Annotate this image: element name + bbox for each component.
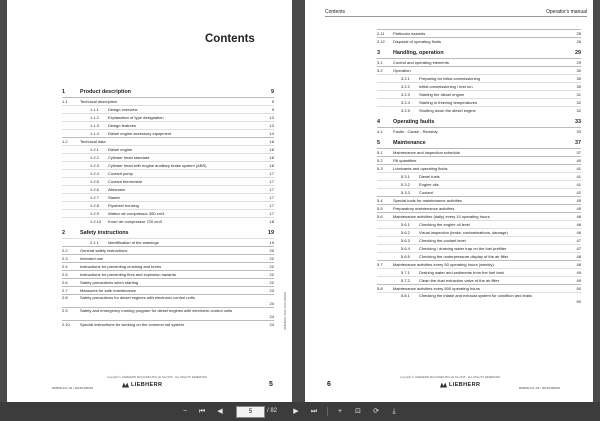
toc-entry-page: 23 [269,288,274,293]
zoom-in-button[interactable]: + [337,408,343,415]
toc-entry-page: 42 [576,190,581,195]
toc-entry-number: 3.2.1 [401,76,410,81]
toc-entry-number: 5.6.4 [401,246,410,251]
rotate-button[interactable]: ⟳ [373,408,379,415]
page-number: 6 [327,381,331,388]
toc-entry-title: Maintenance and inspection schedule [393,150,460,155]
toc-entry-number: 5.2 [377,158,383,163]
toc-entry-number: 3.2.4 [401,100,410,105]
logo-mark-icon [122,383,129,388]
toc-entry-title: Special tools for maintenance activities [393,198,462,203]
page-left [7,0,292,402]
toc-entry-title: Handling, operation [393,50,444,56]
toc-entry[interactable] [62,229,274,237]
toc-entry-page: 13 [269,115,274,120]
toc-entry-number: 2.7 [62,288,68,293]
toc-entry-number: 1.2.4 [90,171,99,176]
toc-entry-page: 46 [576,222,581,227]
toc-entry-number: 5.3.1 [401,174,410,179]
toc-entry-title: Cylinder head with engine auxiliary brake system (ABS) [108,163,207,168]
toc-entry-number: 1.1.3 [90,123,99,128]
toc-entry-page: 41 [576,166,581,171]
toc-entry[interactable] [62,294,274,308]
toc-entry-page: 22 [269,264,274,269]
toc-entry-page: 45 [576,198,581,203]
page-title: Contents [205,33,255,45]
liebherr-logo [122,382,162,388]
toc-entry-number: 5.6.1 [401,222,410,227]
toc-entry-number: 2.4 [62,264,68,269]
toc-entry-title: Special instructions for working on the common rail system [80,322,185,327]
last-page-button[interactable]: ⏭ [310,408,318,415]
toc-entry-page: 41 [576,174,581,179]
toc-entry-page: 33 [576,129,581,134]
toc-entry-number: 2.10 [62,322,70,327]
side-text: LIEBHERR / DOC 2015-1400001 [284,291,287,330]
toc-entry-number: 1.2.3 [90,163,99,168]
toc-entry-title: Safety and emergency running program for diesel engines with electronic control units [80,308,233,313]
toc-entry-page: 16 [269,163,274,168]
toc-entry-number: 3.2.3 [401,92,410,97]
toc-entry[interactable] [62,88,274,96]
toc-entry-page: 26 [576,39,581,44]
toc-entry-number: 2.2 [62,248,68,253]
toc-entry-number: 2.6 [62,280,68,285]
toc-entry-number: 2.11 [377,31,385,36]
toc-entry-title: General safety instructions [80,248,128,253]
toc-entry-number: 5.5 [377,206,383,211]
toc-entry-page: 37 [576,150,581,155]
fit-page-button[interactable]: ⊡ [355,408,361,415]
toc-entry-number: 1.1.1 [90,107,99,112]
footer-copyright: copyright © LIEBHERR MACHINES BULLE SA 2015 · ALL RIGHTS RESERVED [107,375,208,379]
page-number: 5 [269,381,273,388]
toc-entry-number: 2.1.1 [90,240,99,245]
toc-entry-title: Technical description [80,99,118,104]
toc-entry-page: 9 [271,89,274,95]
toc-entry-page: 9 [271,99,274,104]
toc-entry-number: 1.1.2 [90,115,99,120]
toc-entry-title: Diesel engine accessory equipment [108,131,172,136]
toc-entry[interactable] [62,307,274,321]
toc-entry-page: 13 [269,123,274,128]
toc-entry-page: 19 [269,240,274,245]
toc-entry-number: 5.3 [377,166,383,171]
toc-entry-title: Safety precautions for diesel engines with electronic control units [80,295,195,300]
toc-entry-page: 29 [575,50,581,56]
toc-entry-page: 20 [269,248,274,253]
toc-entry-page: 30 [576,68,581,73]
toc-entry-title: Cylinder head standard [108,155,150,160]
toc-entry-title: Starting in freezing temperatures [419,100,478,105]
toc-entry-title: Maintenance activities (daily) every 10 operating hours [393,214,490,219]
toc-entry-page: 17 [269,171,274,176]
toc-entry-page: 25 [576,31,581,36]
toc-entry-title: Draining water and sediments from the fuel tank [419,270,504,275]
toc-entry-number: 1.2.1 [90,147,99,152]
toc-entry-page: 30 [576,76,581,81]
toc-entry-number: 2.12 [377,39,385,44]
toc-entry-title: Safety instructions [80,230,129,236]
toc-entry-page: 31 [576,92,581,97]
toc-entry-title: Identification of the warnings [108,240,159,245]
toc-entry-page: 24 [269,301,274,306]
toc-entry-number: 5 [377,140,380,146]
toc-entry[interactable] [62,320,274,329]
toc-entry-title: Operating faults [393,119,435,125]
toc-entry-page: 47 [576,238,581,243]
toc-entry-page: 37 [575,140,581,146]
toc-entry-number: 5.4 [377,198,383,203]
toc-entry-title: Control and operating elements [393,60,449,65]
toc-entry-title: Maintenance activities every 500 operating hours [393,286,480,291]
toc-entry-number: 1 [62,89,65,95]
toc-entry-page: 32 [576,100,581,105]
toc-entry-number: 5.6.3 [401,238,410,243]
page-right [305,0,593,402]
toc-entry-title: Checking the engine oil level [419,222,470,227]
toc-entry-number: 5.6.2 [401,230,410,235]
toc-entry-page: 47 [576,246,581,251]
toc-entry-title: Engine oils [419,182,439,187]
toc-entry[interactable] [377,292,581,306]
toc-entry-title: Starter [108,195,121,200]
toc-entry-number: 1.2.10 [90,219,102,224]
footer-doc-code: DM508-A7L-04 / 20151400001 [52,386,94,390]
toc-entry-number: 5.6 [377,214,383,219]
toc-entry-number: 5.7.1 [401,270,410,275]
toc-entry-page: 9 [271,107,274,112]
toc-entry-page: 32 [576,108,581,113]
page-total: / 82 [267,408,278,414]
toc-entry-title: Fill quantities [393,158,417,163]
toc-entry-title: Initial commissioning / test run [419,84,473,89]
toc-entry[interactable] [377,49,581,57]
toc-entry-number: 5.6.5 [401,254,410,259]
toc-entry-number: 1.1 [62,99,68,104]
toc-entry-title: Operation [393,68,411,73]
toc-entry-number: 1.1.4 [90,131,99,136]
toc-entry-title: Product description [80,89,131,95]
viewer-toolbar [0,402,600,421]
toc-entry-page: 18 [269,219,274,224]
toc-entry-title: Checking / draining water trap on the fuel prefilter [419,246,507,251]
toc-entry[interactable] [377,118,581,126]
toc-entry-page: 14 [269,131,274,136]
toc-entry-number: 5.8 [377,286,383,291]
toc-entry-title: Alternator [108,187,126,192]
toc-entry[interactable] [377,139,581,147]
toc-entry-number: 4 [377,119,380,125]
toc-entry-page: 49 [576,270,581,275]
toc-entry-title: Clean the dust extraction valve of the air filter [419,278,500,283]
toc-entry-title: Safety precautions when starting [80,280,139,285]
logo-mark-icon [440,383,447,388]
header-left: Contents [325,9,346,15]
toc-entry-page: 50 [576,299,581,304]
toc-entry-title: Shutting down the diesel engine [419,108,476,113]
page-number-input[interactable]: 5 [236,406,265,418]
toc-entry-title: Starting the diesel engine [419,92,465,97]
toc-entry-title: Coolant pump [108,171,133,176]
toc-entry-title: Disposal of operating fluids [393,39,442,44]
toc-entry-page: 22 [269,272,274,277]
toc-entry-title: Faults - Cause - Remedy [393,129,438,134]
logo-wordmark: LIEBHERR [131,382,163,388]
liebherr-logo [440,382,480,388]
toc-entry-number: 1.2.6 [90,187,99,192]
toc-entry-page: 22 [269,256,274,261]
toc-entry-number: 2.3 [62,256,68,261]
toc-entry-number: 1.2.2 [90,155,99,160]
toc-entry-title: Design overview [108,107,138,112]
toc-entry-page: 33 [575,119,581,125]
toc-entry-number: 3.2.2 [401,84,410,89]
toc-entry-page: 24 [269,314,274,319]
toc-entry-page: 45 [576,206,581,211]
toc-entry-page: 50 [576,286,581,291]
toc-entry-title: Lubricants and operating fluids [393,166,448,171]
toc-entry-title: Preparing for initial commissioning [419,76,480,81]
toc-entry-number: 5.8.1 [401,293,410,298]
toc-entry-title: Instructions for preventing fires and explosion hazards [80,272,176,277]
header-right: Operator's manual [546,9,587,15]
toc-entry-number: 3.2.5 [401,108,410,113]
footer-copyright: copyright © LIEBHERR MACHINES BULLE SA 2015 · ALL RIGHTS RESERVED [400,375,501,379]
toc-entry-title: Visual inspection (leaks, contaminations, damage) [419,230,508,235]
toc-entry-page: 40 [576,158,581,163]
toc-entry-number: 2.5 [62,272,68,277]
next-page-button[interactable]: ▶ [293,408,299,415]
toc-entry-page: 16 [269,139,274,144]
logo-wordmark: LIEBHERR [449,382,481,388]
toc-entry-title: Particular hazards [393,31,426,36]
toc-entry-page: 19 [268,230,274,236]
first-page-button[interactable]: ⏮ [198,408,206,415]
toc-entry-page: 49 [576,278,581,283]
toc-entry-title: Maintenance activities every 50 operating hours (weekly) [393,262,494,267]
prev-page-button[interactable]: ◀ [217,408,223,415]
toc-entry-title: Flywheel housing [108,203,139,208]
toc-entry-page: 16 [269,147,274,152]
toc-entry[interactable] [377,37,581,46]
toc-entry-page: 46 [576,214,581,219]
toolbar-separator [327,407,328,416]
toc-entry-number: 5.3.2 [401,182,410,187]
toc-entry-page: 48 [576,254,581,259]
toc-entry-page: 29 [576,60,581,65]
toc-entry-number: 5.1 [377,150,383,155]
toc-entry[interactable] [62,217,274,226]
toc-entry-page: 22 [269,280,274,285]
toc-entry-number: 2.9 [62,308,68,313]
toc-entry-title: Intended use [80,256,104,261]
toc-entry-page: 46 [576,230,581,235]
toc-entry-number: 1.2.9 [90,211,99,216]
toc-entry-number: 2.8 [62,295,68,300]
toc-entry-title: Knorr air compressor 720 cm3 [108,219,162,224]
toc-entry-number: 3.1 [377,60,383,65]
toc-entry-title: Checking the coolant level [419,238,466,243]
header-rule [325,16,587,17]
toc-entry-number: 1.2 [62,139,68,144]
toc-entry-number: 1.2.5 [90,179,99,184]
toc-entry-title: Checking the underpressure display of the air filter [419,254,509,259]
toc-entry-title: Instructions for preventing crushing and burns [80,264,162,269]
toc-entry-number: 4.1 [377,129,383,134]
toc-entry-title: Maintenance [393,140,426,146]
toc-entry-page: 30 [576,84,581,89]
footer-doc-code: DM508-A7L-04 / 20151400001 [519,386,561,390]
toc-entry-number: 5.3.3 [401,190,410,195]
toc-entry-number: 3.2 [377,68,383,73]
toc-entry-number: 3 [377,50,380,56]
toc-entry-title: Coolant [419,190,433,195]
zoom-out-button[interactable]: − [182,408,188,415]
toc-entry-title: Coolant thermostat [108,179,142,184]
toc-entry-title: Design features [108,123,137,128]
toc-entry-title: Explanation of type designation [108,115,164,120]
toc-entry-title: Technical data [80,139,106,144]
toc-entry-page: 17 [269,195,274,200]
toc-entry-page: 17 [269,203,274,208]
toc-entry-title: Preparatory maintenance activities [393,206,455,211]
toc-entry-page: 17 [269,179,274,184]
toc-entry[interactable] [377,106,581,115]
toc-entry-page: 48 [576,262,581,267]
toc-entry-page: 17 [269,187,274,192]
toc-entry-page: 16 [269,155,274,160]
toc-entry-number: 2 [62,230,65,236]
toc-entry-page: 24 [269,322,274,327]
toc-entry-title: Measures for safe maintenance [80,288,137,293]
download-button[interactable]: ⤓ [392,408,396,415]
toc-entry-number: 5.7.2 [401,278,410,283]
toc-entry-page: 17 [269,211,274,216]
toc-entry-number: 1.2.8 [90,203,99,208]
toc-entry[interactable] [377,127,581,136]
toc-entry-title: Diesel fuels [419,174,440,179]
toc-entry-page: 41 [576,182,581,187]
toc-entry-title: Checking the intake and exhaust system for condition and leaks [419,293,532,298]
toc-entry-title: Diesel engine [108,147,133,152]
toc-entry-title: Wabco air compressor 360 cm3 [108,211,165,216]
toc-entry-number: 1.2.7 [90,195,99,200]
toc-entry-number: 5.7 [377,262,383,267]
